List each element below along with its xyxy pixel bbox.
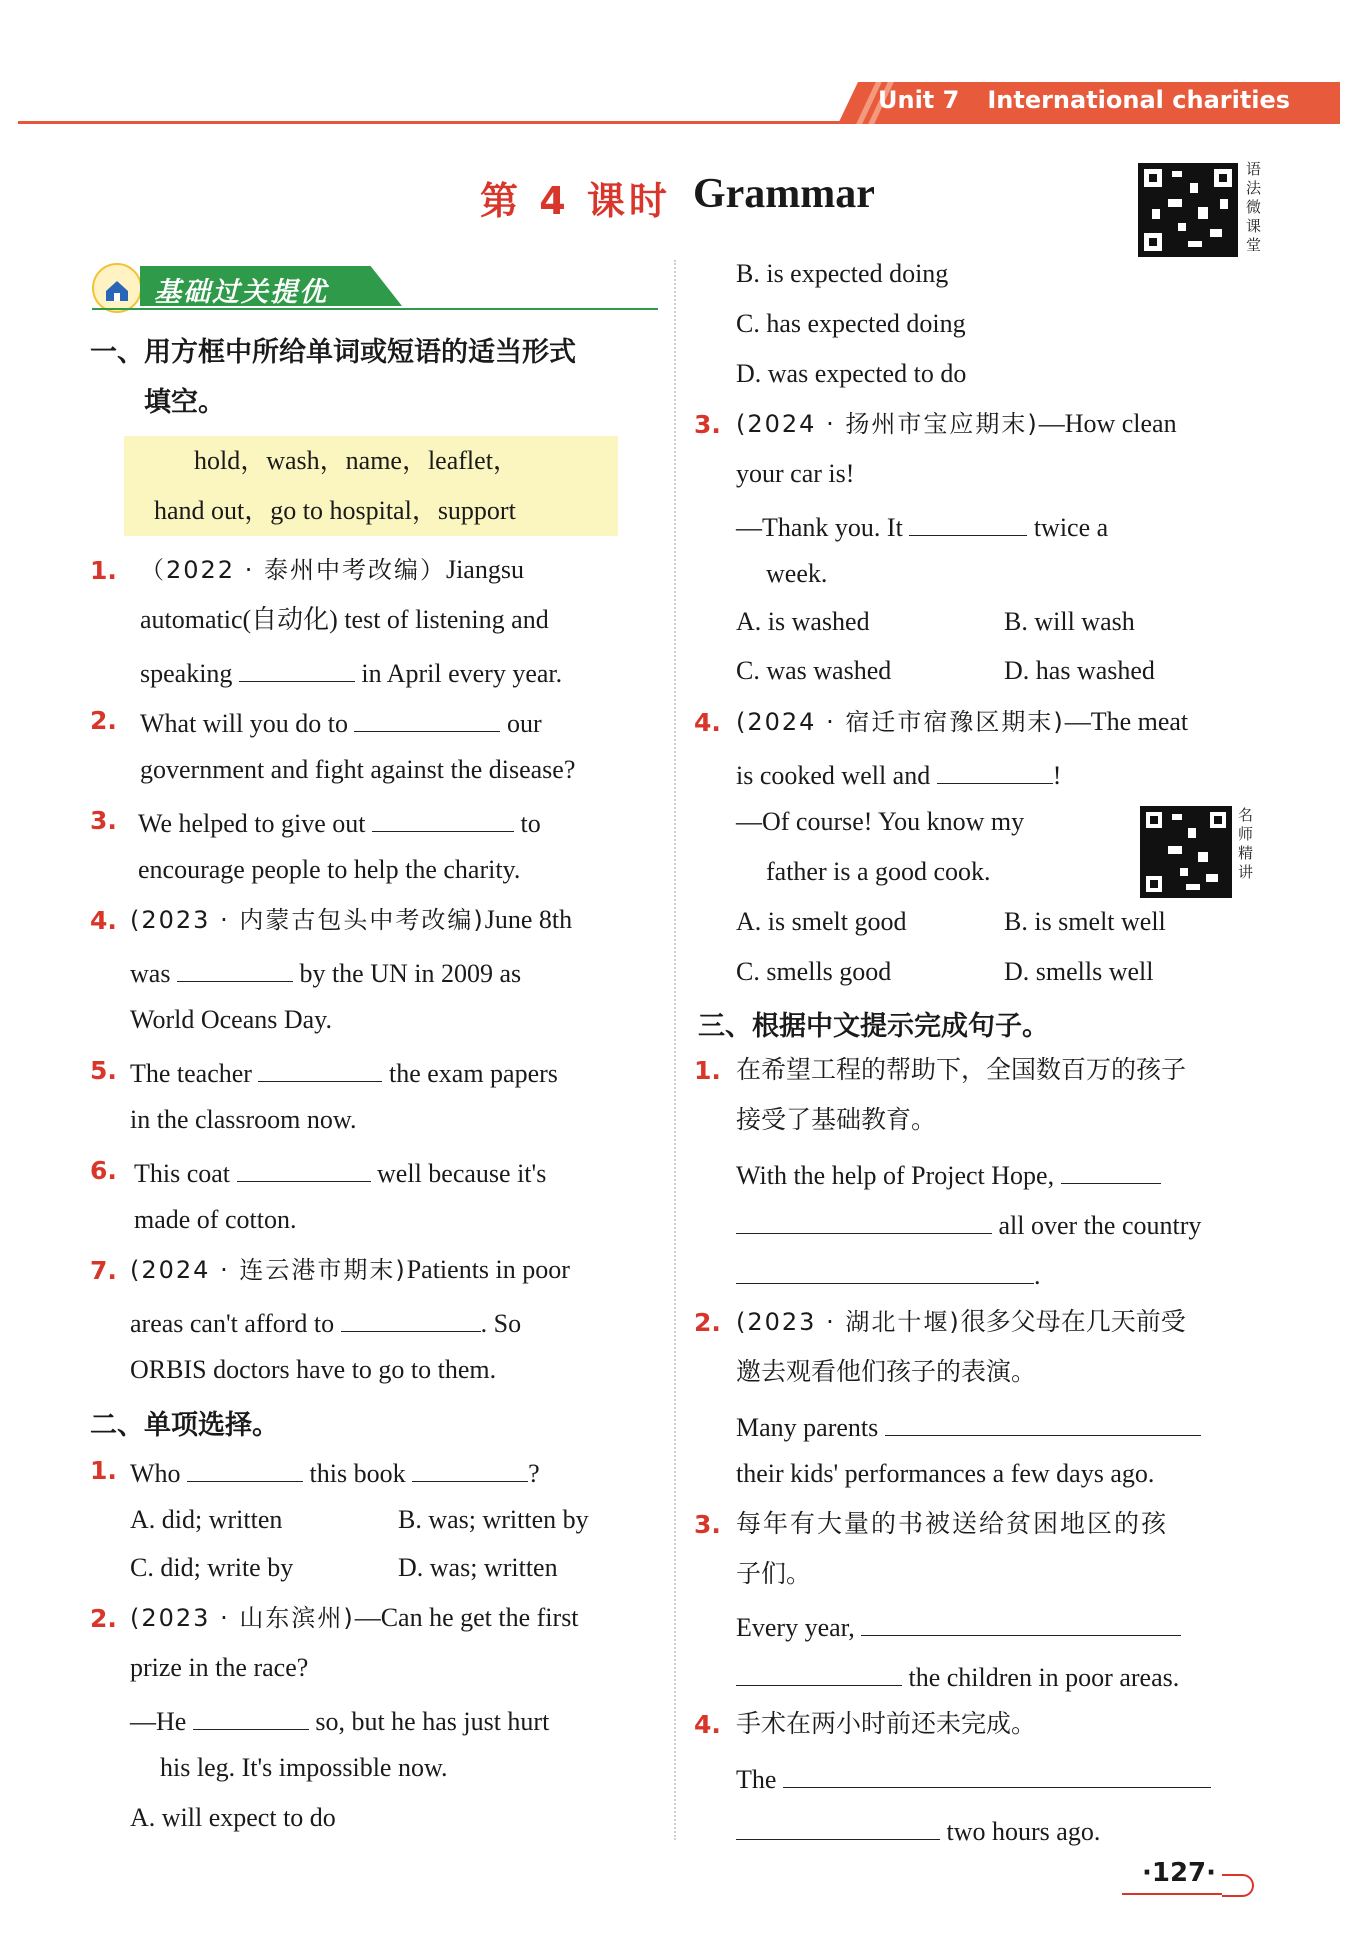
question-number: 3. bbox=[90, 806, 117, 835]
answer-blank[interactable] bbox=[258, 1055, 382, 1082]
question-source: (2024 · 扬州市宝应期末) bbox=[736, 410, 1039, 438]
question-source: （2022 · 泰州中考改编） bbox=[140, 556, 446, 584]
option[interactable]: C. has expected doing bbox=[736, 309, 966, 338]
question-line: (2024 · 宿迁市宿豫区期末)—The meat bbox=[736, 707, 1189, 736]
question-number: 4. bbox=[694, 1710, 721, 1739]
question-number: 3. bbox=[694, 410, 721, 439]
part1-heading-cont: 填空。 bbox=[144, 387, 225, 418]
question-source: (2024 · 宿迁市宿豫区期末) bbox=[736, 708, 1065, 736]
answer-blank[interactable] bbox=[736, 1207, 992, 1234]
question-line: The bbox=[736, 1761, 1211, 1795]
question-number: 2. bbox=[90, 1604, 117, 1633]
answer-blank[interactable] bbox=[237, 1155, 371, 1182]
option[interactable]: B. is smelt well bbox=[1004, 907, 1166, 936]
question-source: (2023 · 山东滨州) bbox=[130, 1604, 355, 1632]
option[interactable]: A. is washed bbox=[736, 607, 870, 636]
page-number-hook bbox=[1222, 1874, 1254, 1897]
part1-heading: 一、用方框中所给单词或短语的适当形式 bbox=[90, 337, 576, 368]
answer-blank[interactable] bbox=[783, 1761, 1211, 1788]
question-line: 接受了基础教育。 bbox=[736, 1105, 937, 1134]
question-line: —Of course! You know my bbox=[736, 807, 1025, 836]
section-banner-text: 基础过关提优 bbox=[154, 277, 328, 308]
option[interactable]: D. has washed bbox=[1004, 656, 1155, 685]
question-line: 在希望工程的帮助下，全国数百万的孩子 bbox=[736, 1055, 1187, 1084]
option[interactable]: A. will expect to do bbox=[130, 1803, 336, 1832]
question-line: 每年有大量的书被送给贫困地区的孩 bbox=[736, 1509, 1169, 1538]
question-line: father is a good cook. bbox=[766, 857, 991, 886]
unit-label: Unit 7 bbox=[878, 86, 960, 114]
question-line: Who this book ? bbox=[130, 1455, 540, 1489]
option[interactable]: C. did; write by bbox=[130, 1553, 294, 1582]
question-line: areas can't afford to . So bbox=[130, 1305, 521, 1339]
question-line: (2023 · 湖北十堰)很多父母在几天前受 bbox=[736, 1307, 1186, 1336]
option[interactable]: B. was; written by bbox=[398, 1505, 589, 1534]
question-number: 1. bbox=[90, 1456, 117, 1485]
qr-code-icon bbox=[1138, 163, 1238, 257]
question-line: government and fight against the disease? bbox=[140, 755, 576, 784]
question-number: 2. bbox=[90, 706, 117, 735]
question-line: This coat well because it's bbox=[134, 1155, 546, 1189]
option[interactable]: A. is smelt good bbox=[736, 907, 907, 936]
word-box-line1: hold，wash，name，leaflet， bbox=[194, 446, 519, 475]
qr2-label: 名师精讲 bbox=[1238, 806, 1254, 881]
page-number: ·127· bbox=[1142, 1858, 1217, 1888]
question-line: was by the UN in 2009 as bbox=[130, 955, 521, 989]
question-number: 6. bbox=[90, 1156, 117, 1185]
question-line: (2023 · 山东滨州)—Can he get the first bbox=[130, 1603, 579, 1632]
question-source: (2023 · 内蒙古包头中考改编) bbox=[130, 906, 485, 934]
question-number: 4. bbox=[90, 906, 117, 935]
question-line: in the classroom now. bbox=[130, 1105, 357, 1134]
word-box-line2: hand out，go to hospital，support bbox=[154, 496, 516, 525]
question-line: encourage people to help the charity. bbox=[138, 855, 521, 884]
column-divider bbox=[674, 260, 676, 1840]
question-line: —He so, but he has just hurt bbox=[130, 1703, 549, 1737]
lesson-number: 第 4 课时 bbox=[480, 179, 671, 223]
question-line: prize in the race? bbox=[130, 1653, 309, 1682]
question-line: Many parents bbox=[736, 1409, 1201, 1443]
question-line: two hours ago. bbox=[736, 1813, 1100, 1847]
answer-blank[interactable] bbox=[354, 705, 500, 732]
answer-blank[interactable] bbox=[909, 509, 1027, 536]
answer-blank[interactable] bbox=[736, 1257, 1034, 1284]
answer-blank[interactable] bbox=[736, 1813, 940, 1840]
question-number: 1. bbox=[90, 556, 117, 585]
question-number: 5. bbox=[90, 1056, 117, 1085]
answer-blank[interactable] bbox=[937, 757, 1053, 784]
question-number: 7. bbox=[90, 1256, 117, 1285]
question-line: 子们。 bbox=[736, 1559, 812, 1588]
question-line: The teacher the exam papers bbox=[130, 1055, 558, 1089]
question-source: (2023 · 湖北十堰) bbox=[736, 1308, 961, 1336]
question-line: all over the country bbox=[736, 1207, 1201, 1241]
question-line: their kids' performances a few days ago. bbox=[736, 1459, 1155, 1488]
option[interactable]: D. was; written bbox=[398, 1553, 558, 1582]
question-source: (2024 · 连云港市期末) bbox=[130, 1256, 407, 1284]
question-line: is cooked well and ! bbox=[736, 757, 1061, 791]
answer-blank[interactable] bbox=[1061, 1157, 1161, 1184]
question-line: . bbox=[736, 1257, 1041, 1291]
question-line: (2023 · 内蒙古包头中考改编)June 8th bbox=[130, 905, 573, 934]
option[interactable]: C. was washed bbox=[736, 656, 892, 685]
answer-blank[interactable] bbox=[187, 1455, 303, 1482]
question-number: 2. bbox=[694, 1308, 721, 1337]
answer-blank[interactable] bbox=[177, 955, 293, 982]
option[interactable]: B. is expected doing bbox=[736, 259, 949, 288]
question-line: With the help of Project Hope, bbox=[736, 1157, 1161, 1191]
question-line: Every year, bbox=[736, 1609, 1181, 1643]
question-number: 1. bbox=[694, 1056, 721, 1085]
question-line: week. bbox=[766, 559, 828, 588]
answer-blank[interactable] bbox=[736, 1659, 902, 1686]
house-icon bbox=[92, 263, 142, 313]
question-line: We helped to give out to bbox=[138, 805, 541, 839]
option[interactable]: B. will wash bbox=[1004, 607, 1135, 636]
question-line: (2024 · 扬州市宝应期末)—How clean bbox=[736, 409, 1177, 438]
answer-blank[interactable] bbox=[239, 655, 355, 682]
part3-heading: 三、根据中文提示完成句子。 bbox=[698, 1011, 1049, 1042]
section-banner-rule bbox=[92, 308, 658, 310]
question-line: automatic(自动化) test of listening and bbox=[140, 605, 549, 634]
question-number: 3. bbox=[694, 1510, 721, 1539]
option[interactable]: D. smells well bbox=[1004, 957, 1154, 986]
question-line: What will you do to our bbox=[140, 705, 542, 739]
answer-blank[interactable] bbox=[372, 805, 514, 832]
part2-heading: 二、单项选择。 bbox=[90, 1410, 279, 1441]
question-line: —Thank you. It twice a bbox=[736, 509, 1108, 543]
question-line: the children in poor areas. bbox=[736, 1659, 1179, 1693]
page-number-underline bbox=[1122, 1893, 1222, 1895]
question-line: (2024 · 连云港市期末)Patients in poor bbox=[130, 1255, 570, 1284]
header-text bbox=[878, 86, 1318, 114]
qr-code-icon bbox=[1140, 806, 1232, 898]
question-number: 4. bbox=[694, 708, 721, 737]
question-line: World Oceans Day. bbox=[130, 1005, 332, 1034]
unit-topic: International charities bbox=[987, 86, 1291, 114]
question-line: （2022 · 泰州中考改编）Jiangsu bbox=[140, 555, 524, 584]
question-line: his leg. It's impossible now. bbox=[160, 1753, 448, 1782]
option[interactable]: D. was expected to do bbox=[736, 359, 967, 388]
option[interactable]: A. did; written bbox=[130, 1505, 283, 1534]
question-line: speaking in April every year. bbox=[140, 655, 562, 689]
answer-blank[interactable] bbox=[412, 1455, 528, 1482]
question-line: your car is! bbox=[736, 459, 855, 488]
answer-blank[interactable] bbox=[885, 1409, 1201, 1436]
answer-blank[interactable] bbox=[341, 1305, 481, 1332]
question-line: made of cotton. bbox=[134, 1205, 297, 1234]
question-line: 邀去观看他们孩子的表演。 bbox=[736, 1357, 1037, 1386]
question-line: ORBIS doctors have to go to them. bbox=[130, 1355, 497, 1384]
qr1-label: 语法微课堂 bbox=[1246, 160, 1262, 254]
answer-blank[interactable] bbox=[193, 1703, 309, 1730]
lesson-title: Grammar bbox=[693, 171, 875, 217]
question-line: 手术在两小时前还未完成。 bbox=[736, 1709, 1037, 1738]
option[interactable]: C. smells good bbox=[736, 957, 892, 986]
answer-blank[interactable] bbox=[861, 1609, 1181, 1636]
